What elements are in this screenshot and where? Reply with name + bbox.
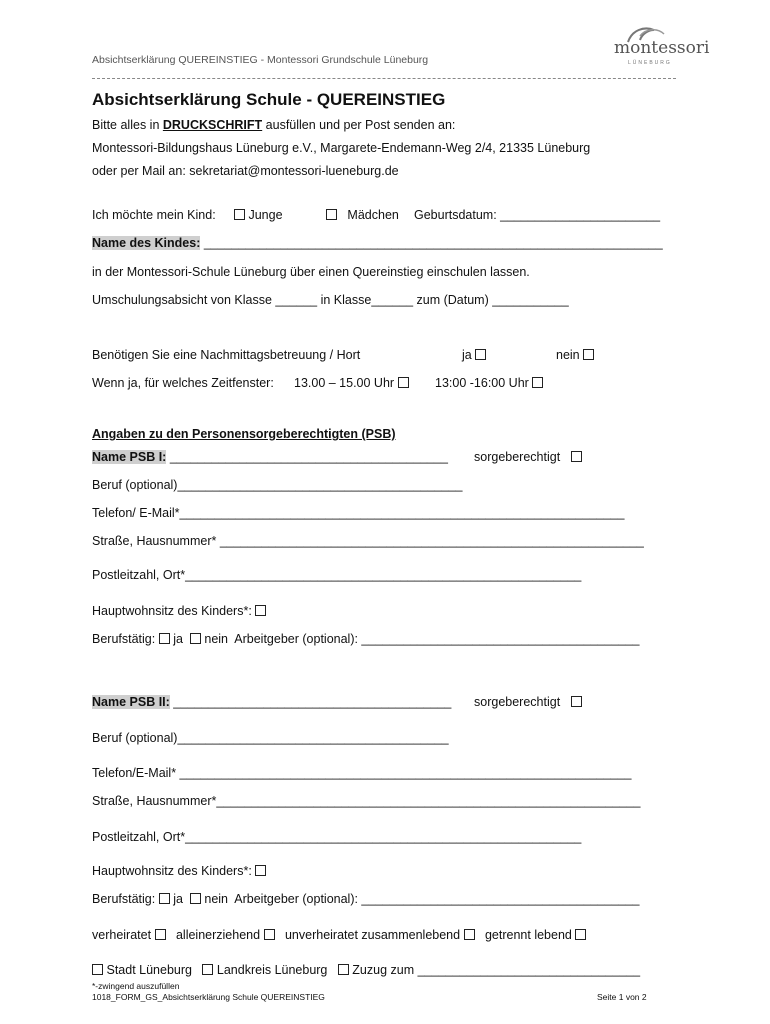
psb2-telefon-field[interactable]: Telefon/E-Mail* _________________________________________________________________ (92, 766, 632, 780)
psb1-telefon-field[interactable]: Telefon/ E-Mail*________________________________________________________________ (92, 506, 625, 520)
unverheiratet-label: unverheiratet zusammenlebend (284, 928, 461, 942)
psb2-sorge-label: sorgeberechtigt (474, 695, 561, 709)
psb1-arbeitgeber-field[interactable]: Arbeitgeber (optional): ________________________________________ (234, 632, 640, 646)
care-question: Benötigen Sie eine Nachmittagsbetreuung / Hort (92, 348, 361, 362)
zuzug-checkbox[interactable] (338, 964, 349, 975)
care-nein-label: nein (556, 348, 580, 362)
psb2-berufstaetig-row (92, 892, 640, 906)
getrennt-label: getrennt lebend (484, 928, 572, 942)
psb1-plz-field[interactable]: Postleitzahl, Ort*_________________________________________________________ (92, 568, 582, 582)
psb2-name-line[interactable]: ________________________________________ (169, 695, 452, 709)
psb2-name-field[interactable] (92, 695, 451, 709)
care-ja-option[interactable] (462, 348, 486, 362)
maedchen-checkbox[interactable] (326, 209, 337, 220)
psb1-name-line[interactable]: ________________________________________ (166, 450, 448, 464)
slot1-option[interactable] (294, 376, 409, 390)
residence-row (92, 963, 640, 977)
einschulen-text: in der Montessori-Schule Lüneburg über einen Quereinstieg einschulen lassen. (92, 265, 530, 279)
form-id: 1018_FORM_GS_Absichtserklärung Schule QUEREINSTIEG (92, 992, 325, 1002)
psb2-berufstaetig-nein-checkbox[interactable] (190, 893, 201, 904)
psb2-berufstaetig-nein-label: nein (204, 892, 229, 906)
maedchen-label: Mädchen (347, 208, 399, 222)
kind-label: Ich möchte mein Kind: (92, 208, 216, 222)
psb1-berufstaetig-ja-label: ja (173, 632, 183, 646)
landkreis-checkbox[interactable] (202, 964, 213, 975)
psb1-hauptwohnsitz-option[interactable] (92, 604, 266, 618)
care-ja-label: ja (462, 348, 472, 362)
child-name-line[interactable]: __________________________________________________________________ (200, 236, 663, 250)
postal-address: Montessori-Bildungshaus Lüneburg e.V., Margarete-Endemann-Weg 2/4, 21335 Lüneburg (92, 141, 591, 155)
psb2-sorge-checkbox[interactable] (571, 696, 582, 707)
psb1-berufstaetig-ja-checkbox[interactable] (159, 633, 170, 644)
care-nein-checkbox[interactable] (583, 349, 594, 360)
psb2-strasse-field[interactable]: Straße, Hausnummer*_____________________________________________________________ (92, 794, 641, 808)
intro-post: ausfüllen und per Post senden an: (262, 118, 456, 132)
page-title: Absichtserklärung Schule - QUEREINSTIEG (92, 90, 446, 109)
slot1-label: 13.00 – 15.00 Uhr (294, 376, 395, 390)
care-nein-option[interactable] (556, 348, 594, 362)
intro-bold: DRUCKSCHRIFT (162, 118, 263, 132)
junge-label: Junge (248, 208, 283, 222)
child-name-field[interactable] (92, 236, 663, 250)
option-maedchen[interactable] (326, 208, 399, 222)
logo-text: montessori (614, 38, 710, 58)
umschulung-field[interactable]: Umschulungsabsicht von Klasse ______ in Klasse______ zum (Datum) ___________ (92, 293, 569, 307)
psb1-name-field[interactable] (92, 450, 448, 464)
slot2-label: 13:00 -16:00 Uhr (435, 376, 529, 390)
psb1-hauptwohnsitz-label: Hauptwohnsitz des Kinders*: (92, 604, 252, 618)
stadt-checkbox[interactable] (92, 964, 103, 975)
zeitfenster-label: Wenn ja, für welches Zeitfenster: (92, 376, 274, 390)
child-name-label: Name des Kindes: (92, 236, 201, 250)
psb2-name-label: Name PSB II: (92, 695, 170, 709)
psb1-beruf-field[interactable]: Beruf (optional)_________________________________________ (92, 478, 463, 492)
intro-pre: Bitte alles in (92, 118, 163, 132)
slot2-option[interactable] (435, 376, 543, 390)
psb2-hauptwohnsitz-checkbox[interactable] (255, 865, 266, 876)
psb2-hauptwohnsitz-option[interactable] (92, 864, 266, 878)
psb1-strasse-field[interactable]: Straße, Hausnummer* _____________________________________________________________ (92, 534, 644, 548)
care-ja-checkbox[interactable] (475, 349, 486, 360)
slot2-checkbox[interactable] (532, 377, 543, 388)
psb1-sorge-option[interactable] (474, 450, 582, 464)
psb1-hauptwohnsitz-checkbox[interactable] (255, 605, 266, 616)
psb1-name-label: Name PSB I: (92, 450, 167, 464)
psb-section-title: Angaben zu den Personensorgeberechtigten (PSB) (92, 427, 396, 441)
verheiratet-label: verheiratet (92, 928, 152, 942)
psb1-sorge-checkbox[interactable] (571, 451, 582, 462)
intro-line (92, 118, 455, 132)
verheiratet-checkbox[interactable] (155, 929, 166, 940)
geburtsdatum-field[interactable]: Geburtsdatum: _______________________ (414, 208, 661, 222)
zuzug-field[interactable]: Zuzug zum ________________________________ (352, 963, 641, 977)
footnote-required: *-zwingend auszufüllen (92, 981, 180, 991)
psb2-arbeitgeber-field[interactable]: Arbeitgeber (optional): ________________________________________ (234, 892, 640, 906)
header-divider (92, 78, 676, 79)
alleinerziehend-checkbox[interactable] (264, 929, 275, 940)
slot1-checkbox[interactable] (398, 377, 409, 388)
psb2-hauptwohnsitz-label: Hauptwohnsitz des Kinders*: (92, 864, 252, 878)
psb2-berufstaetig-label: Berufstätig: (92, 892, 156, 906)
psb2-berufstaetig-ja-label: ja (173, 892, 183, 906)
unverheiratet-checkbox[interactable] (464, 929, 475, 940)
montessori-logo (614, 24, 710, 68)
psb2-sorge-option[interactable] (474, 695, 582, 709)
page-number: Seite 1 von 2 (597, 992, 647, 1002)
status-row (92, 928, 586, 942)
psb2-plz-field[interactable]: Postleitzahl, Ort*_________________________________________________________ (92, 830, 582, 844)
getrennt-checkbox[interactable] (575, 929, 586, 940)
stadt-label: Stadt Lüneburg (106, 963, 192, 977)
alleinerziehend-label: alleinerziehend (175, 928, 261, 942)
mail-address: oder per Mail an: sekretariat@montessori-lueneburg.de (92, 164, 399, 178)
psb1-berufstaetig-nein-checkbox[interactable] (190, 633, 201, 644)
psb2-berufstaetig-ja-checkbox[interactable] (159, 893, 170, 904)
psb1-berufstaetig-label: Berufstätig: (92, 632, 156, 646)
psb1-berufstaetig-nein-label: nein (204, 632, 229, 646)
logo-subtitle: LÜNEBURG (628, 60, 672, 66)
psb2-beruf-field[interactable]: Beruf (optional)_______________________________________ (92, 731, 449, 745)
option-junge[interactable] (234, 208, 283, 222)
landkreis-label: Landkreis Lüneburg (216, 963, 328, 977)
header-title: Absichtserklärung QUEREINSTIEG - Montessori Grundschule Lüneburg (92, 54, 429, 66)
psb1-berufstaetig-row (92, 632, 640, 646)
junge-checkbox[interactable] (234, 209, 245, 220)
psb1-sorge-label: sorgeberechtigt (474, 450, 561, 464)
